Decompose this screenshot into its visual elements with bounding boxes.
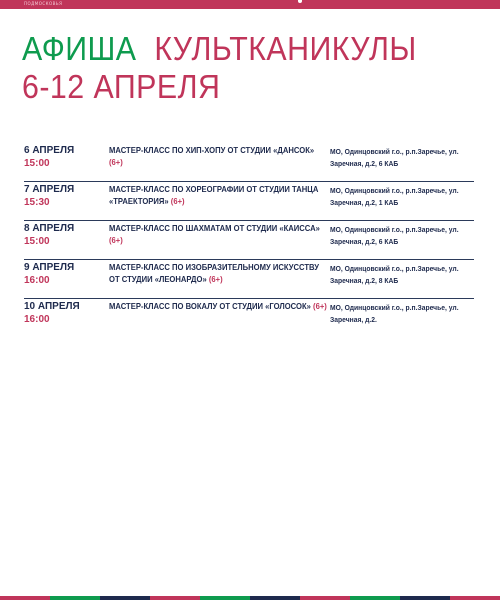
event-date: 7 АПРЕЛЯ	[24, 184, 75, 195]
event-place: МО, Одинцовский г.о., р.п.Заречье, ул. Заречная, д.2, 6 КАБ	[330, 225, 459, 246]
event-place: МО, Одинцовский г.о., р.п.Заречье, ул. Заречная, д.2.	[330, 303, 459, 324]
age-rating: (6+)	[170, 196, 185, 206]
stripe-segment	[400, 596, 450, 600]
event-row	[24, 143, 474, 181]
title-word-afisha: АФИША	[22, 30, 137, 67]
event-title-text: МАСТЕР-КЛАСС ПО ХОРЕОГРАФИИ ОТ СТУДИИ ТАНЦА «ТРАЕКТОРИЯ»	[109, 184, 319, 206]
event-time: 16:00	[24, 275, 50, 286]
event-row	[24, 181, 474, 220]
event-title	[109, 222, 330, 246]
event-title	[109, 300, 330, 312]
event-place: МО, Одинцовский г.о., р.п.Заречье, ул. Заречная, д.2, 8 КАБ	[330, 264, 459, 285]
stripe-segment	[50, 596, 100, 600]
event-title-text: МАСТЕР-КЛАСС ПО ШАХМАТАМ ОТ СТУДИИ «КАИССА»	[109, 223, 320, 233]
event-datetime	[24, 183, 104, 209]
event-title-text: МАСТЕР-КЛАСС ПО ХИП-ХОПУ ОТ СТУДИИ «ДАНСОК»	[109, 145, 315, 155]
event-time: 16:00	[24, 314, 50, 325]
event-datetime	[24, 300, 104, 326]
age-rating: (6+)	[313, 301, 327, 311]
event-row	[24, 298, 474, 337]
event-datetime	[24, 222, 104, 248]
banner-logo-mark	[298, 0, 302, 3]
banner-subtitle: ПОДМОСКОВЬЯ	[24, 1, 63, 6]
event-list	[24, 143, 474, 337]
age-rating: (6+)	[109, 235, 123, 245]
event-date: 9 АПРЕЛЯ	[24, 262, 75, 273]
event-datetime	[24, 144, 104, 170]
event-datetime	[24, 261, 104, 287]
event-row	[24, 259, 474, 298]
event-title-text: МАСТЕР-КЛАСС ПО ВОКАЛУ ОТ СТУДИИ «ГОЛОСОК»	[109, 301, 311, 311]
top-banner	[0, 0, 500, 9]
stripe-segment	[250, 596, 300, 600]
age-rating: (6+)	[208, 274, 223, 284]
title-word-kultkanikuly: КУЛЬТКАНИКУЛЫ	[154, 30, 417, 67]
event-time: 15:00	[24, 236, 50, 247]
event-date: 6 АПРЕЛЯ	[24, 145, 75, 156]
stripe-segment	[0, 596, 50, 600]
event-date: 10 АПРЕЛЯ	[24, 301, 80, 312]
stripe-segment	[450, 596, 500, 600]
event-place: МО, Одинцовский г.о., р.п.Заречье, ул. Заречная, д.2, 1 КАБ	[330, 186, 459, 207]
stripe-segment	[200, 596, 250, 600]
event-title	[109, 183, 330, 207]
stripe-segment	[150, 596, 200, 600]
event-row	[24, 220, 474, 259]
stripe-segment	[350, 596, 400, 600]
stripe-segment	[300, 596, 350, 600]
page-title	[22, 30, 417, 106]
event-title	[109, 144, 330, 168]
bottom-color-stripe	[0, 596, 500, 600]
event-title	[109, 261, 330, 285]
event-place: МО, Одинцовский г.о., р.п.Заречье, ул. Заречная, д.2, 6 КАБ	[330, 147, 459, 168]
stripe-segment	[100, 596, 150, 600]
title-dates: 6-12 АПРЕЛЯ	[22, 68, 221, 105]
age-rating: (6+)	[109, 157, 123, 167]
event-time: 15:30	[24, 197, 50, 208]
event-title-text: МАСТЕР-КЛАСС ПО ИЗОБРАЗИТЕЛЬНОМУ ИСКУССТВУ ОТ СТУДИИ «ЛЕОНАРДО»	[109, 262, 320, 284]
event-date: 8 АПРЕЛЯ	[24, 223, 75, 234]
event-time: 15:00	[24, 158, 50, 169]
